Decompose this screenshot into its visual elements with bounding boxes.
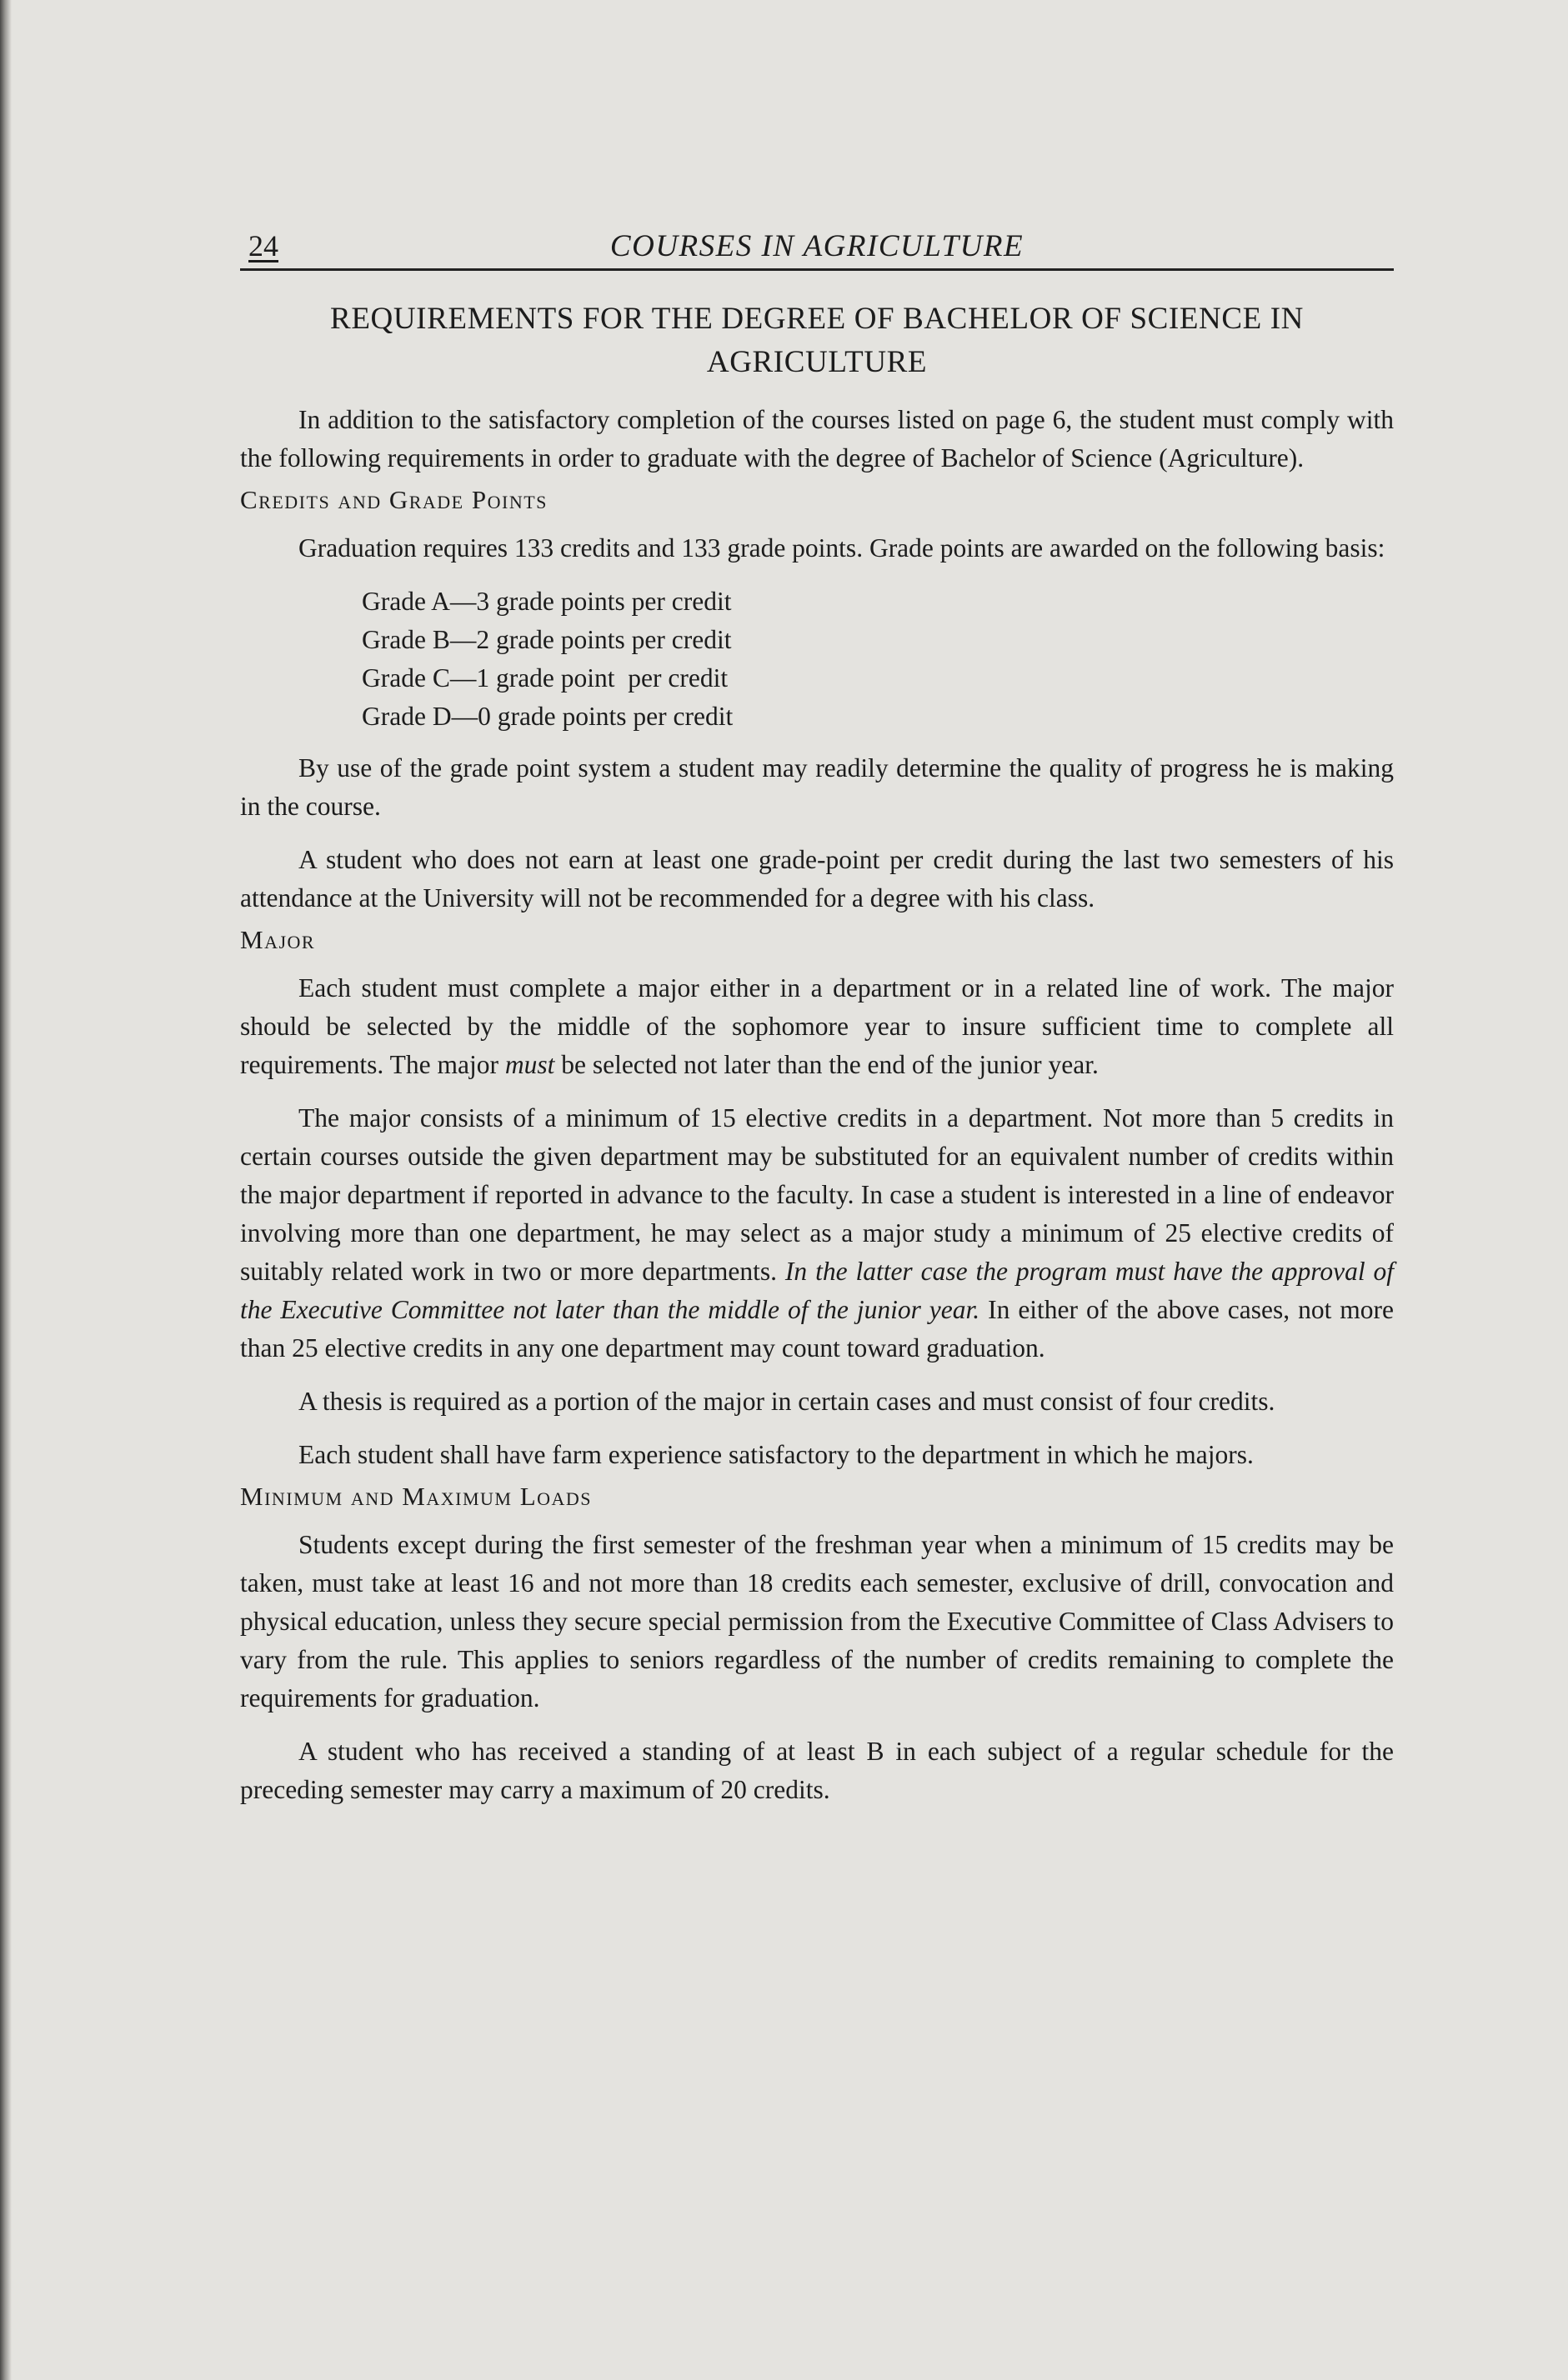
major-paragraph-1-text-b: be selected not later than the end of the junior year. — [554, 1050, 1099, 1079]
grade-points-table — [362, 582, 1394, 736]
running-title: COURSES IN AGRICULTURE — [609, 229, 1024, 263]
grade-row-c: Grade C—1 grade point per credit — [362, 663, 729, 692]
credits-paragraph-2: By use of the grade point system a student may readily determine the quality of progress he is making in the course. — [240, 753, 1394, 821]
major-paragraph-2-text-b: In either of the above cases, not more than 25 elective credits in any one department may count toward graduation. — [240, 1295, 1394, 1362]
major-paragraph-1 — [240, 969, 1394, 1084]
credits-paragraph-1: Graduation requires 133 credits and 133 grade points. Grade points are awarded on the following basis: — [298, 533, 1385, 562]
intro-paragraph: In addition to the satisfactory completion of the courses listed on page 6, the student must comply with the following requirements in order to graduate with the degree of Bachelor of Science (Agriculture). — [240, 405, 1394, 472]
section-heading-loads: Minimum and Maximum Loads — [240, 1482, 593, 1511]
section-heading-major: Major — [240, 925, 316, 954]
grade-row-b: Grade B—2 grade points per credit — [362, 625, 732, 654]
main-heading-line-1: REQUIREMENTS FOR THE DEGREE OF BACHELOR OF SCIENCE IN — [330, 302, 1304, 336]
credits-paragraph-3: A student who does not earn at least one grade-point per credit during the last two semesters of his attendance at the University will not be recommended for a degree with his class. — [240, 845, 1394, 912]
major-paragraph-2-text-a: The major consists of a minimum of 15 elective credits in a department. Not more than 5 credits in certain courses outside the given department may be substituted for an equivalent number of credits within the major department if reported in advance to the faculty. In case a student is interested in a line of endeavor involving more than one department, he may select as a major study a minimum of 25 elective credits of suitably related work in two or more departments. — [240, 1103, 1394, 1286]
page-edge-shadow — [0, 0, 12, 2380]
main-heading — [240, 298, 1394, 384]
major-paragraph-2 — [240, 1099, 1394, 1368]
grade-row-d: Grade D—0 grade points per credit — [362, 702, 734, 731]
grade-row-a: Grade A—3 grade points per credit — [362, 587, 732, 616]
running-head — [240, 225, 1394, 271]
page-number: 24 — [248, 229, 278, 262]
major-paragraph-2-emphasis: In the latter case the program must have the approval of the Executive Committee not later than the middle of the junior year. — [240, 1257, 1394, 1324]
document-page — [240, 225, 1394, 1824]
loads-paragraph-2: A student who has received a standing of at least B in each subject of a regular schedule for the preceding semester may carry a maximum of 20 credits. — [240, 1737, 1394, 1804]
section-heading-credits: Credits and Grade Points — [240, 485, 548, 514]
major-paragraph-4: Each student shall have farm experience satisfactory to the department in which he majors. — [298, 1440, 1254, 1469]
loads-paragraph-1: Students except during the first semester of the freshman year when a minimum of 15 credits may be taken, must take at least 16 and not more than 18 credits each semester, exclusive of drill, convocation and physical education, unless they secure special permission from the Executive Committee of Class Advisers to vary from the rule. This applies to seniors regardless of the number of credits remaining to complete the requirements for graduation. — [240, 1530, 1394, 1712]
major-paragraph-3: A thesis is required as a portion of the major in certain cases and must consist of four credits. — [298, 1387, 1275, 1416]
major-paragraph-1-emphasis: must — [504, 1050, 555, 1079]
major-paragraph-1-text-a: Each student must complete a major either in a department or in a related line of work. The major should be selected by the middle of the sophomore year to insure sufficient time to complete all requirements. The major — [240, 973, 1394, 1079]
main-heading-line-2: AGRICULTURE — [706, 345, 928, 379]
